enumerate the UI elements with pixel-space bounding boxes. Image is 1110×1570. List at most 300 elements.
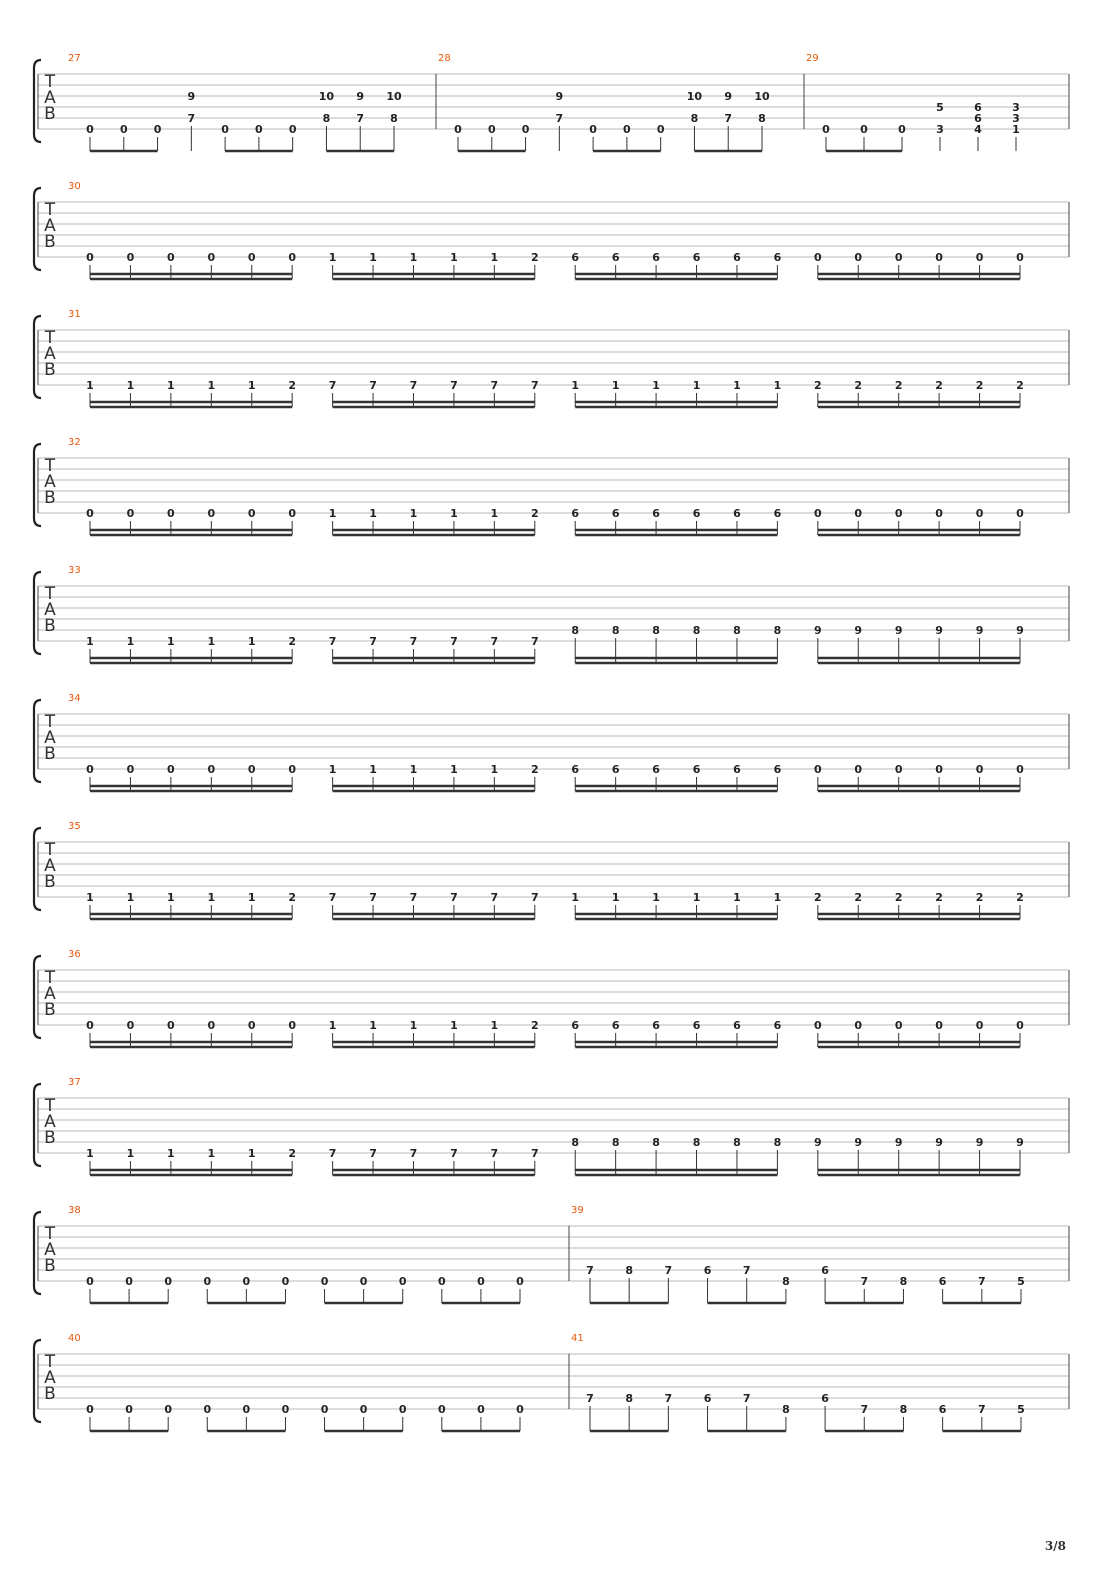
fret-number: 7 <box>369 1147 377 1160</box>
fret-number: 6 <box>821 1392 829 1405</box>
fret-number: 1 <box>207 1147 216 1160</box>
fret-number: 0 <box>1016 251 1024 264</box>
tab-clef-letter: T <box>44 1224 56 1244</box>
fret-number: 0 <box>477 1275 485 1288</box>
fret-number: 6 <box>611 251 620 264</box>
tab-system <box>34 181 1069 279</box>
fret-number: 6 <box>733 1019 741 1032</box>
fret-number: 0 <box>86 763 94 776</box>
fret-number: 0 <box>935 507 943 520</box>
measure-number: 27 <box>68 53 81 64</box>
fret-number: 0 <box>126 1019 135 1032</box>
fret-number: 0 <box>487 123 496 136</box>
fret-number: 0 <box>247 1019 256 1032</box>
fret-number: 3 <box>1012 101 1020 114</box>
fret-number: 2 <box>813 891 822 904</box>
fret-number: 7 <box>369 891 377 904</box>
fret-number: 1 <box>86 891 94 904</box>
fret-number: 6 <box>692 507 701 520</box>
fret-number: 0 <box>119 123 128 136</box>
tab-clef-letter: T <box>44 200 56 220</box>
fret-number: 8 <box>690 112 699 125</box>
fret-number: 0 <box>203 1275 212 1288</box>
fret-number: 7 <box>409 891 418 904</box>
fret-number: 8 <box>733 1136 741 1149</box>
fret-number: 0 <box>167 251 175 264</box>
fret-number: 8 <box>322 112 331 125</box>
fret-number: 1 <box>247 891 256 904</box>
fret-number: 1 <box>692 891 701 904</box>
tab-clef-letter: A <box>44 344 56 364</box>
fret-number: 7 <box>860 1403 869 1416</box>
fret-number: 1 <box>247 1147 256 1160</box>
fret-number: 0 <box>86 1275 94 1288</box>
fret-number: 6 <box>733 507 741 520</box>
fret-number: 0 <box>975 763 984 776</box>
fret-number: 6 <box>703 1264 712 1277</box>
tab-clef-letter: A <box>44 1240 56 1260</box>
fret-number: 7 <box>450 379 458 392</box>
fret-number: 8 <box>390 112 398 125</box>
fret-number: 0 <box>813 1019 822 1032</box>
fret-number: 1 <box>369 251 377 264</box>
fret-number: 0 <box>437 1275 446 1288</box>
fret-number: 6 <box>821 1264 829 1277</box>
fret-number: 0 <box>203 1403 212 1416</box>
fret-number: 0 <box>167 763 175 776</box>
fret-number: 0 <box>437 1403 446 1416</box>
fret-number: 0 <box>86 507 94 520</box>
fret-number: 1 <box>733 379 741 392</box>
fret-number: 0 <box>288 1019 297 1032</box>
fret-number: 0 <box>247 251 256 264</box>
fret-number: 6 <box>611 507 620 520</box>
fret-number: 0 <box>1016 1019 1024 1032</box>
fret-number: 0 <box>221 123 229 136</box>
fret-number: 3 <box>936 123 944 136</box>
fret-number: 10 <box>318 90 335 103</box>
fret-number: 7 <box>369 379 377 392</box>
fret-number: 2 <box>530 763 539 776</box>
fret-number: 0 <box>1016 507 1024 520</box>
fret-number: 9 <box>813 624 822 637</box>
fret-number: 6 <box>938 1275 947 1288</box>
fret-number: 6 <box>938 1403 947 1416</box>
fret-number: 0 <box>454 123 462 136</box>
tab-system <box>34 309 1069 407</box>
fret-number: 0 <box>894 1019 903 1032</box>
fret-number: 0 <box>126 507 135 520</box>
fret-number: 9 <box>555 90 564 103</box>
fret-number: 9 <box>975 1136 984 1149</box>
tab-clef-letter: A <box>44 600 56 620</box>
fret-number: 0 <box>242 1403 251 1416</box>
measure-number: 34 <box>68 693 81 704</box>
fret-number: 7 <box>664 1392 673 1405</box>
fret-number: 6 <box>733 763 741 776</box>
fret-number: 8 <box>899 1403 908 1416</box>
measure-number: 41 <box>571 1333 584 1344</box>
fret-number: 0 <box>975 507 984 520</box>
fret-number: 7 <box>742 1392 751 1405</box>
fret-number: 7 <box>409 379 418 392</box>
fret-number: 6 <box>571 1019 580 1032</box>
fret-number: 8 <box>611 1136 620 1149</box>
measure-number: 29 <box>806 53 819 64</box>
fret-number: 9 <box>356 90 365 103</box>
fret-number: 0 <box>164 1275 173 1288</box>
fret-number: 8 <box>782 1275 790 1288</box>
fret-number: 7 <box>586 1392 594 1405</box>
tab-clef-letter: A <box>44 88 56 108</box>
fret-number: 9 <box>854 624 863 637</box>
fret-number: 0 <box>247 763 256 776</box>
tab-clef-letter: B <box>44 1256 56 1276</box>
tab-clef-letter: T <box>44 1096 56 1116</box>
fret-number: 2 <box>854 891 863 904</box>
fret-number: 0 <box>320 1275 329 1288</box>
fret-number: 1 <box>450 507 458 520</box>
tab-clef-letter: B <box>44 488 56 508</box>
fret-number: 1 <box>611 891 620 904</box>
fret-number: 5 <box>936 101 944 114</box>
fret-number: 2 <box>894 891 903 904</box>
tab-clef-letter: T <box>44 968 56 988</box>
tab-clef-letter: T <box>44 584 56 604</box>
fret-number: 0 <box>242 1275 251 1288</box>
fret-number: 7 <box>369 635 377 648</box>
fret-number: 0 <box>521 123 530 136</box>
fret-number: 8 <box>899 1275 908 1288</box>
fret-number: 2 <box>288 379 297 392</box>
fret-number: 1 <box>490 763 499 776</box>
tab-clef-letter: B <box>44 1000 56 1020</box>
fret-number: 6 <box>773 251 782 264</box>
fret-number: 6 <box>692 763 701 776</box>
fret-number: 5 <box>1017 1275 1025 1288</box>
fret-number: 6 <box>652 251 660 264</box>
fret-number: 1 <box>86 635 94 648</box>
fret-number: 0 <box>813 763 822 776</box>
tab-clef-letter: B <box>44 1128 56 1148</box>
fret-number: 7 <box>328 1147 337 1160</box>
fret-number: 0 <box>207 251 216 264</box>
fret-number: 1 <box>369 507 377 520</box>
fret-number: 2 <box>854 379 863 392</box>
fret-number: 8 <box>625 1264 634 1277</box>
fret-number: 0 <box>126 251 135 264</box>
fret-number: 7 <box>356 112 365 125</box>
fret-number: 0 <box>935 1019 943 1032</box>
tab-clef-letter: B <box>44 744 56 764</box>
fret-number: 6 <box>692 1019 701 1032</box>
fret-number: 0 <box>288 507 297 520</box>
fret-number: 1 <box>167 891 175 904</box>
tab-system <box>34 53 1069 151</box>
tab-system <box>34 1077 1069 1175</box>
fret-number: 10 <box>386 90 402 103</box>
fret-number: 1 <box>247 635 256 648</box>
fret-number: 6 <box>652 1019 660 1032</box>
fret-number: 7 <box>409 1147 418 1160</box>
fret-number: 6 <box>773 763 782 776</box>
measure-number: 28 <box>438 53 451 64</box>
fret-number: 0 <box>854 763 863 776</box>
fret-number: 0 <box>167 1019 175 1032</box>
fret-number: 0 <box>359 1275 368 1288</box>
fret-number: 0 <box>854 507 863 520</box>
fret-number: 1 <box>247 379 256 392</box>
fret-number: 7 <box>664 1264 673 1277</box>
fret-number: 2 <box>935 891 943 904</box>
fret-number: 1 <box>369 1019 377 1032</box>
fret-number: 9 <box>813 1136 822 1149</box>
page-number: 3/8 <box>1044 1539 1066 1553</box>
tab-system <box>34 437 1069 535</box>
fret-number: 8 <box>571 1136 580 1149</box>
fret-number: 0 <box>207 1019 216 1032</box>
fret-number: 8 <box>652 624 660 637</box>
fret-number: 1 <box>207 635 216 648</box>
measure-number: 38 <box>68 1205 81 1216</box>
fret-number: 7 <box>328 891 337 904</box>
fret-number: 6 <box>692 251 701 264</box>
fret-number: 1 <box>167 379 175 392</box>
fret-number: 7 <box>530 891 539 904</box>
fret-number: 2 <box>288 891 297 904</box>
fret-number: 0 <box>975 251 984 264</box>
fret-number: 0 <box>822 123 830 136</box>
measure-number: 36 <box>68 949 81 960</box>
fret-number: 7 <box>490 379 499 392</box>
fret-number: 1 <box>409 763 418 776</box>
fret-number: 0 <box>207 507 216 520</box>
fret-number: 0 <box>359 1403 368 1416</box>
fret-number: 0 <box>255 123 263 136</box>
fret-number: 9 <box>894 624 903 637</box>
fret-number: 10 <box>754 90 770 103</box>
fret-number: 2 <box>1016 379 1024 392</box>
fret-number: 0 <box>288 251 297 264</box>
fret-number: 0 <box>126 763 135 776</box>
fret-number: 0 <box>167 507 175 520</box>
fret-number: 2 <box>530 1019 539 1032</box>
fret-number: 8 <box>782 1403 790 1416</box>
fret-number: 0 <box>854 251 863 264</box>
fret-number: 0 <box>86 1403 94 1416</box>
tab-system <box>34 693 1069 791</box>
fret-number: 2 <box>813 379 822 392</box>
tab-clef-letter: A <box>44 856 56 876</box>
fret-number: 7 <box>450 1147 458 1160</box>
fret-number: 1 <box>328 251 337 264</box>
fret-number: 6 <box>652 763 660 776</box>
fret-number: 0 <box>164 1403 173 1416</box>
fret-number: 8 <box>692 1136 701 1149</box>
fret-number: 1 <box>369 763 377 776</box>
fret-number: 1 <box>328 1019 337 1032</box>
fret-number: 8 <box>625 1392 634 1405</box>
fret-number: 1 <box>167 635 175 648</box>
fret-number: 1 <box>652 891 660 904</box>
fret-number: 6 <box>571 251 580 264</box>
fret-number: 0 <box>589 123 597 136</box>
measure-number: 39 <box>571 1205 584 1216</box>
fret-number: 7 <box>860 1275 869 1288</box>
fret-number: 7 <box>409 635 418 648</box>
fret-number: 0 <box>854 1019 863 1032</box>
fret-number: 1 <box>126 1147 135 1160</box>
fret-number: 1 <box>409 507 418 520</box>
fret-number: 0 <box>398 1403 407 1416</box>
fret-number: 1 <box>126 379 135 392</box>
fret-number: 1 <box>490 251 499 264</box>
fret-number: 8 <box>611 624 620 637</box>
tab-system <box>34 949 1069 1047</box>
fret-number: 1 <box>207 891 216 904</box>
fret-number: 1 <box>733 891 741 904</box>
fret-number: 1 <box>1012 123 1020 136</box>
fret-number: 6 <box>571 507 580 520</box>
fret-number: 7 <box>977 1403 986 1416</box>
fret-number: 2 <box>530 507 539 520</box>
fret-number: 1 <box>126 635 135 648</box>
tab-clef-letter: A <box>44 1112 56 1132</box>
fret-number: 0 <box>860 123 868 136</box>
fret-number: 4 <box>974 123 982 136</box>
tab-clef-letter: T <box>44 840 56 860</box>
fret-number: 7 <box>187 112 196 125</box>
fret-number: 1 <box>490 507 499 520</box>
fret-number: 1 <box>571 891 580 904</box>
fret-number: 10 <box>686 90 703 103</box>
fret-number: 5 <box>1017 1403 1025 1416</box>
fret-number: 2 <box>530 251 539 264</box>
fret-number: 0 <box>935 763 943 776</box>
fret-number: 2 <box>894 379 903 392</box>
tab-clef-letter: T <box>44 456 56 476</box>
measure-number: 35 <box>68 821 81 832</box>
fret-number: 1 <box>450 763 458 776</box>
fret-number: 0 <box>281 1275 290 1288</box>
fret-number: 0 <box>623 123 631 136</box>
measure-number: 33 <box>68 565 81 576</box>
fret-number: 6 <box>571 763 580 776</box>
fret-number: 1 <box>450 251 458 264</box>
fret-number: 2 <box>935 379 943 392</box>
fret-number: 2 <box>288 635 297 648</box>
tab-clef-letter: T <box>44 712 56 732</box>
tab-clef-letter: T <box>44 328 56 348</box>
fret-number: 0 <box>656 123 665 136</box>
fret-number: 0 <box>894 763 903 776</box>
fret-number: 0 <box>477 1403 485 1416</box>
fret-number: 7 <box>490 635 499 648</box>
fret-number: 1 <box>207 379 216 392</box>
fret-number: 7 <box>977 1275 986 1288</box>
fret-number: 7 <box>742 1264 751 1277</box>
fret-number: 9 <box>187 90 196 103</box>
fret-number: 7 <box>450 891 458 904</box>
fret-number: 1 <box>773 891 782 904</box>
tab-clef-letter: A <box>44 216 56 236</box>
fret-number: 7 <box>490 1147 499 1160</box>
fret-number: 0 <box>288 763 297 776</box>
tab-clef-letter: B <box>44 872 56 892</box>
fret-number: 1 <box>450 1019 458 1032</box>
fret-number: 0 <box>516 1403 524 1416</box>
fret-number: 1 <box>328 507 337 520</box>
measure-number: 32 <box>68 437 81 448</box>
fret-number: 8 <box>571 624 580 637</box>
fret-number: 1 <box>773 379 782 392</box>
fret-number: 1 <box>692 379 701 392</box>
measure-number: 31 <box>68 309 81 320</box>
fret-number: 7 <box>490 891 499 904</box>
fret-number: 7 <box>555 112 564 125</box>
fret-number: 9 <box>854 1136 863 1149</box>
fret-number: 0 <box>247 507 256 520</box>
fret-number: 9 <box>894 1136 903 1149</box>
fret-number: 8 <box>652 1136 660 1149</box>
fret-number: 7 <box>724 112 733 125</box>
fret-number: 6 <box>611 763 620 776</box>
tab-system <box>34 1333 1069 1431</box>
fret-number: 2 <box>1016 891 1024 904</box>
fret-number: 3 <box>1012 112 1020 125</box>
tab-clef-letter: B <box>44 360 56 380</box>
tab-clef-letter: A <box>44 984 56 1004</box>
fret-number: 0 <box>207 763 216 776</box>
fret-number: 0 <box>1016 763 1024 776</box>
tab-clef-letter: B <box>44 104 56 124</box>
fret-number: 2 <box>288 1147 297 1160</box>
fret-number: 0 <box>935 251 943 264</box>
fret-number: 6 <box>974 101 982 114</box>
fret-number: 0 <box>86 1019 94 1032</box>
tab-system <box>34 821 1069 919</box>
fret-number: 7 <box>328 635 337 648</box>
fret-number: 0 <box>288 123 297 136</box>
fret-number: 6 <box>652 507 660 520</box>
tab-clef-letter: A <box>44 728 56 748</box>
fret-number: 8 <box>773 1136 782 1149</box>
fret-number: 0 <box>516 1275 524 1288</box>
fret-number: 8 <box>773 624 782 637</box>
fret-number: 0 <box>86 251 94 264</box>
fret-number: 1 <box>86 1147 94 1160</box>
fret-number: 0 <box>898 123 906 136</box>
fret-number: 0 <box>86 123 94 136</box>
fret-number: 1 <box>611 379 620 392</box>
fret-number: 1 <box>490 1019 499 1032</box>
tab-system <box>34 565 1069 663</box>
fret-number: 6 <box>611 1019 620 1032</box>
fret-number: 0 <box>125 1403 133 1416</box>
fret-number: 7 <box>450 635 458 648</box>
fret-number: 1 <box>409 251 418 264</box>
fret-number: 7 <box>530 379 539 392</box>
fret-number: 9 <box>724 90 733 103</box>
tab-clef-letter: T <box>44 72 56 92</box>
measure-number: 40 <box>68 1333 81 1344</box>
fret-number: 6 <box>703 1392 712 1405</box>
fret-number: 0 <box>894 507 903 520</box>
fret-number: 8 <box>733 624 741 637</box>
tab-clef-letter: A <box>44 1368 56 1388</box>
fret-number: 7 <box>530 1147 539 1160</box>
fret-number: 8 <box>758 112 766 125</box>
